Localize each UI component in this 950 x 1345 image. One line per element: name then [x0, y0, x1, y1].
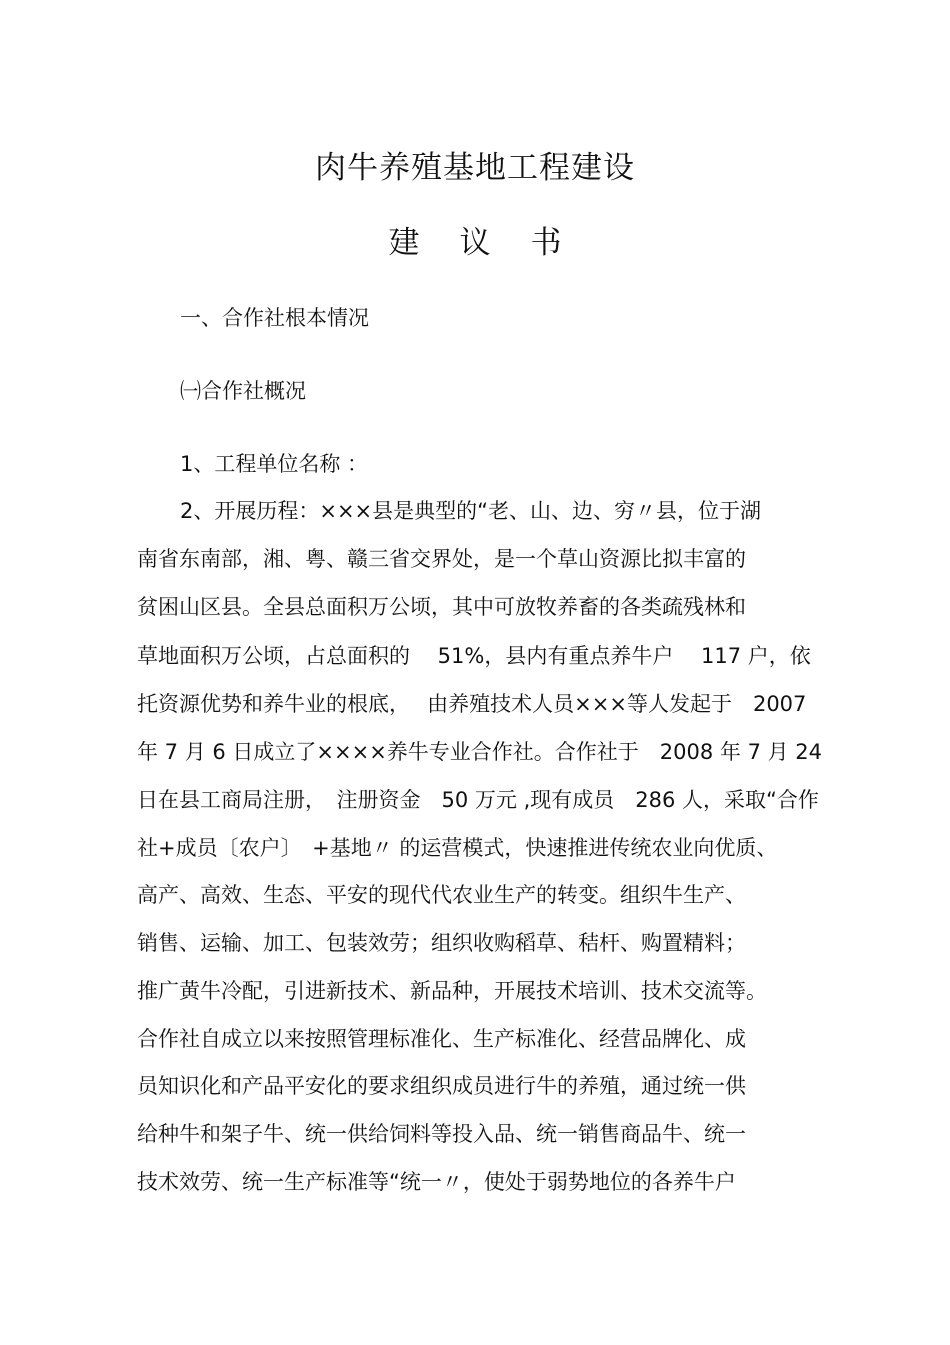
document-subtitle: 建议书	[388, 225, 602, 261]
paragraph-line: 给种牛和架子牛、统一供给饲料等投入品、统一销售商品牛、统一	[137, 1122, 746, 1146]
paragraph-line: 高产、高效、生态、平安的现代代农业生产的转变。组织牛生产、	[137, 883, 746, 907]
paragraph-line: 技术效劳、统一生产标准等“统一〃，使处于弱势地位的各养牛户	[137, 1170, 736, 1194]
paragraph-line: 南省东南部，湘、粤、赣三省交界处，是一个草山资源比拟丰富的	[137, 547, 746, 571]
paragraph-line: 贫困山区县。全县总面积万公顷，其中可放牧养畜的各类疏残林和	[137, 595, 746, 619]
paragraph-line: 日在县工商局注册， 注册资金 50 万元 ,现有成员 286 人，采取“合作	[137, 788, 819, 812]
paragraph-line: 合作社自成立以来按照管理标准化、生产标准化、经营品牌化、成	[137, 1027, 746, 1051]
paragraph-line: 推广黄牛冷配，引进新技术、新品种，开展技术培训、技术交流等。	[137, 979, 767, 1003]
paragraph-line: 员知识化和产品平安化的要求组织成员进行牛的养殖，通过统一供	[137, 1074, 746, 1098]
paragraph-line: 年 7 月 6 日成立了××××养牛专业合作社。合作社于 2008 年 7 月 24	[137, 740, 823, 764]
paragraph-line: 草地面积万公顷，占总面积的 51%，县内有重点养牛户 117 户，依	[137, 644, 811, 668]
paragraph-line: 销售、运输、加工、包装效劳；组织收购稻草、秸杆、购置精料；	[137, 931, 746, 955]
paragraph-line: 托资源优势和养牛业的根底， 由养殖技术人员×××等人发起于 2007	[137, 692, 807, 716]
subsection-heading: ㈠合作社概况	[180, 379, 306, 403]
paragraph-line: 社+成员〔农户〕 +基地〃 的运营模式，快速推进传统农业向优质、	[137, 836, 778, 860]
document-title: 肉牛养殖基地工程建设	[315, 150, 635, 186]
section-heading: 一、合作社根本情况	[180, 306, 369, 330]
project-unit-name-item: 1、工程单位名称 ：	[180, 452, 369, 476]
paragraph-line: 2、开展历程：×××县是典型的“老、山、边、穷〃县，位于湖	[180, 499, 762, 523]
